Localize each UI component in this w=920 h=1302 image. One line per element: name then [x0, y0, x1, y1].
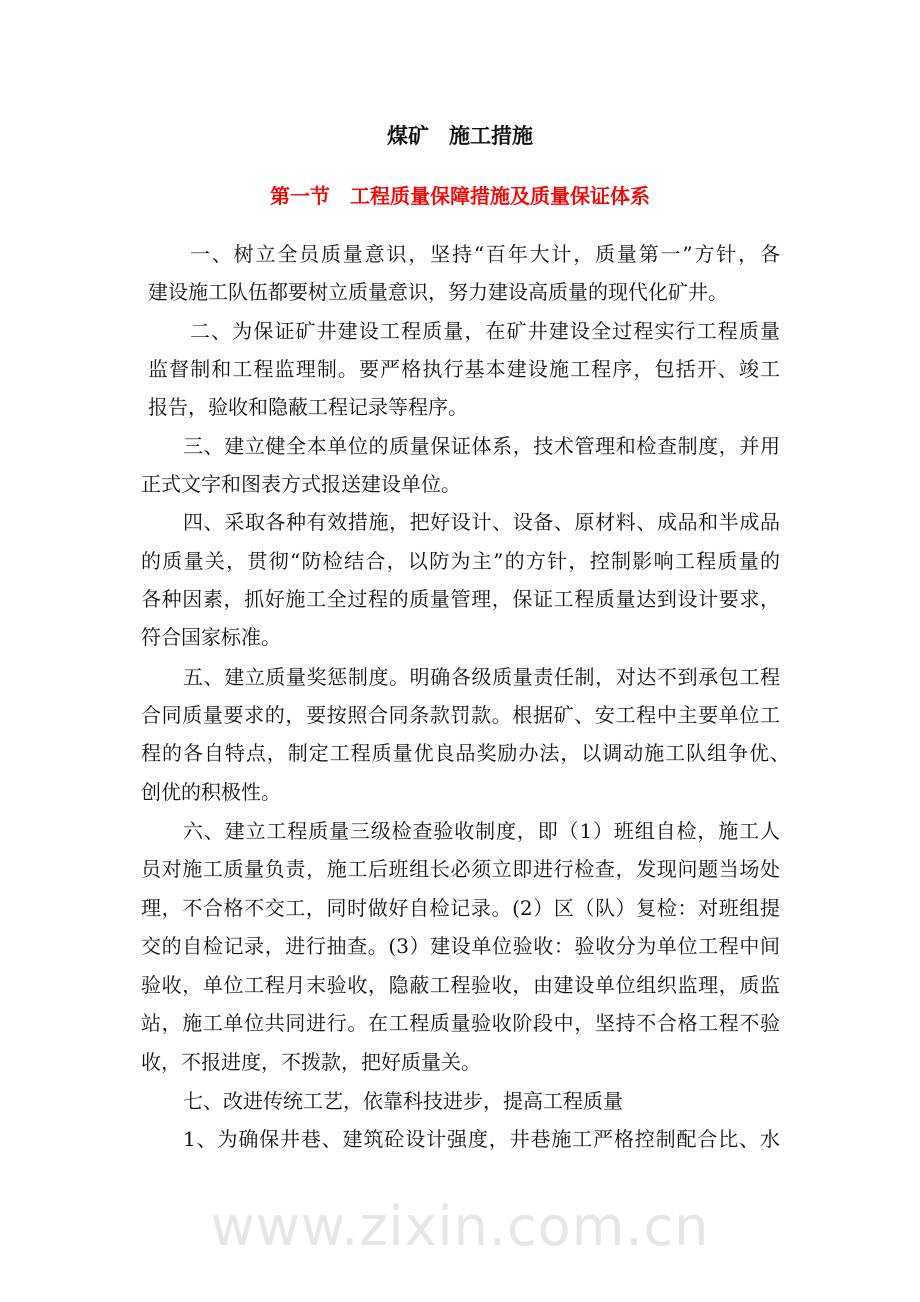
- text-line: 员对施工质量负责，施工后班组长必须立即进行检查，发现问题当场处: [141, 857, 780, 881]
- title-part2: 施工措施: [449, 124, 533, 148]
- section-number: 第一节: [270, 184, 330, 208]
- text-line: 二、为保证矿井建设工程质量，在矿井建设全过程实行工程质量: [190, 319, 780, 343]
- text-line: 合同质量要求的，要按照合同条款罚款。根据矿、安工程中主要单位工: [141, 703, 780, 727]
- section-name: 工程质量保障措施及质量保证体系: [350, 184, 650, 208]
- text-line: 创优的积极性。: [141, 780, 281, 804]
- text-line: 四、采取各种有效措施，把好设计、设备、原材料、成品和半成品: [183, 510, 780, 534]
- text-line: 交的自检记录，进行抽查。(3）建设单位验收：验收分为单位工程中间: [141, 934, 780, 958]
- text-line: 各种因素，抓好施工全过程的质量管理，保证工程质量达到设计要求，: [141, 587, 780, 611]
- text-line: 正式文字和图表方式报送建设单位。: [141, 472, 461, 496]
- text-line: 七、改进传统工艺，依靠科技进步，提高工程质量: [183, 1089, 623, 1113]
- text-line: 六、建立工程质量三级检查验收制度，即（1）班组自检，施工人: [183, 819, 780, 843]
- text-line: 验收，单位工程月末验收，隐蔽工程验收，由建设单位组织监理，质监: [141, 973, 780, 997]
- text-line: 报告，验收和隐蔽工程记录等程序。: [148, 395, 468, 419]
- text-line: 三、建立健全本单位的质量保证体系，技术管理和检查制度，并用: [183, 434, 780, 458]
- text-line: 收，不报进度，不拨款，把好质量关。: [141, 1050, 481, 1074]
- text-line: 符合国家标准。: [141, 625, 281, 649]
- watermark: www.zixin.com.cn: [210, 1195, 710, 1258]
- text-line: 理，不合格不交工，同时做好自检记录。(2）区（队）复检：对班组提: [141, 896, 780, 920]
- text-line: 1、为确保井巷、建筑砼设计强度，井巷施工严格控制配合比、水: [183, 1127, 780, 1151]
- text-line: 监督制和工程监理制。要严格执行基本建设施工程序，包括开、竣工: [148, 357, 780, 381]
- text-line: 一、树立全员质量意识，坚持“百年大计，质量第一”方针，各: [190, 242, 780, 266]
- text-line: 五、建立质量奖惩制度。明确各级质量责任制，对达不到承包工程: [183, 665, 780, 689]
- document-title: [0, 120, 920, 150]
- title-part1: 煤矿: [387, 124, 429, 148]
- section-heading: [0, 180, 920, 209]
- text-line: 站，施工单位共同进行。在工程质量验收阶段中，坚持不合格工程不验: [141, 1011, 780, 1035]
- text-line: 程的各自特点，制定工程质量优良品奖励办法，以调动施工队组争优、: [141, 741, 790, 765]
- text-line: 的质量关，贯彻“防检结合，以防为主”的方针，控制影响工程质量的: [141, 549, 780, 573]
- text-line: 建设施工队伍都要树立质量意识，努力建设高质量的现代化矿井。: [148, 280, 728, 304]
